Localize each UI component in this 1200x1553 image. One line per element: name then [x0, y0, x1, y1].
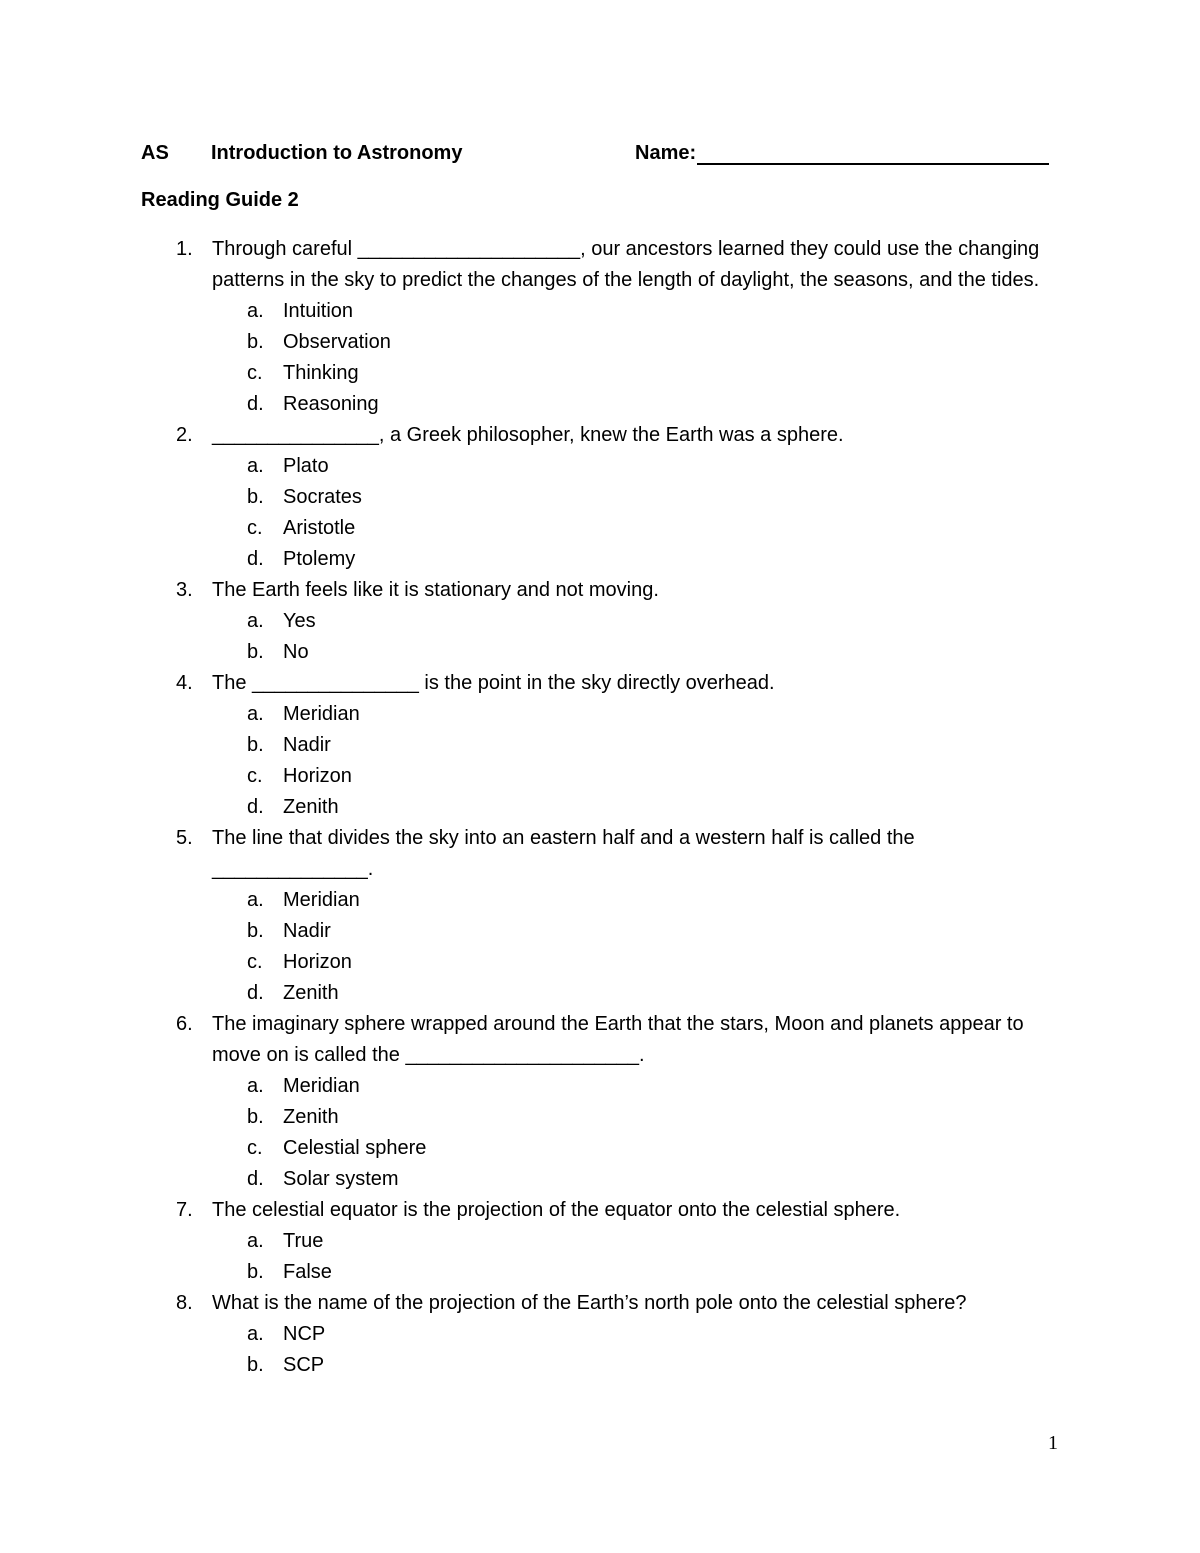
option-letter: b. [247, 1354, 264, 1376]
option-letter: a. [247, 1075, 264, 1097]
answer-options [141, 296, 1061, 420]
option-letter: d. [247, 548, 264, 570]
option-text: Meridian [283, 703, 360, 725]
question-number: 7. [176, 1199, 193, 1221]
option-text: Socrates [283, 486, 362, 508]
option-text: Meridian [283, 889, 360, 911]
answer-option[interactable] [141, 1071, 1061, 1102]
answer-options [141, 1226, 1061, 1288]
option-letter: a. [247, 610, 264, 632]
question-text: What is the name of the projection of the Earth’s north pole onto the celestial sphere? [212, 1292, 967, 1314]
option-letter: c. [247, 765, 263, 787]
question-item [141, 823, 1061, 885]
question-list [141, 234, 1061, 1381]
answer-option[interactable] [141, 1257, 1061, 1288]
question-text: The _______________ is the point in the sky directly overhead. [212, 672, 775, 694]
answer-option[interactable] [141, 699, 1061, 730]
name-field [635, 142, 1049, 165]
question-text: _______________, a Greek philosopher, knew the Earth was a sphere. [212, 424, 844, 446]
option-letter: b. [247, 1261, 264, 1283]
option-text: Aristotle [283, 517, 356, 539]
answer-option[interactable] [141, 885, 1061, 916]
answer-option[interactable] [141, 761, 1061, 792]
answer-options [141, 1319, 1061, 1381]
answer-option[interactable] [141, 451, 1061, 482]
answer-option[interactable] [141, 947, 1061, 978]
option-text: Plato [283, 455, 329, 477]
answer-option[interactable] [141, 916, 1061, 947]
question-text: The line that divides the sky into an eastern half and a western half is called the ______________. [212, 827, 915, 880]
option-letter: a. [247, 300, 264, 322]
option-text: Ptolemy [283, 548, 356, 570]
question-text: The celestial equator is the projection of the equator onto the celestial sphere. [212, 1199, 901, 1221]
question-number: 1. [176, 238, 193, 260]
option-text: Thinking [283, 362, 359, 384]
question-number: 3. [176, 579, 193, 601]
option-text: Meridian [283, 1075, 360, 1097]
answer-option[interactable] [141, 389, 1061, 420]
name-blank-line[interactable] [697, 143, 1049, 165]
option-text: Horizon [283, 951, 352, 973]
answer-option[interactable] [141, 1102, 1061, 1133]
question-number: 2. [176, 424, 193, 446]
option-letter: a. [247, 1323, 264, 1345]
option-letter: c. [247, 951, 263, 973]
answer-option[interactable] [141, 296, 1061, 327]
question-number: 4. [176, 672, 193, 694]
answer-option[interactable] [141, 1319, 1061, 1350]
answer-options [141, 1071, 1061, 1195]
option-letter: a. [247, 1230, 264, 1252]
option-text: No [283, 641, 309, 663]
question-number: 8. [176, 1292, 193, 1314]
course-code: AS [141, 142, 169, 164]
answer-options [141, 606, 1061, 668]
option-letter: c. [247, 362, 263, 384]
option-text: Reasoning [283, 393, 379, 415]
option-letter: b. [247, 1106, 264, 1128]
option-letter: a. [247, 889, 264, 911]
option-text: SCP [283, 1354, 325, 1376]
worksheet-header [141, 142, 1061, 174]
question-item [141, 420, 1061, 451]
option-letter: d. [247, 796, 264, 818]
question-item [141, 1009, 1061, 1071]
option-letter: b. [247, 331, 264, 353]
option-text: Yes [283, 610, 316, 632]
answer-option[interactable] [141, 1350, 1061, 1381]
question-item [141, 1288, 1061, 1319]
answer-option[interactable] [141, 1133, 1061, 1164]
option-letter: a. [247, 703, 264, 725]
option-letter: b. [247, 641, 264, 663]
question-item [141, 668, 1061, 699]
option-text: NCP [283, 1323, 326, 1345]
option-letter: a. [247, 455, 264, 477]
answer-option[interactable] [141, 730, 1061, 761]
option-text: Nadir [283, 920, 331, 942]
option-text: Nadir [283, 734, 331, 756]
option-letter: b. [247, 920, 264, 942]
option-text: Zenith [283, 796, 339, 818]
option-letter: b. [247, 486, 264, 508]
option-letter: d. [247, 982, 264, 1004]
answer-option[interactable] [141, 358, 1061, 389]
answer-option[interactable] [141, 327, 1061, 358]
option-text: True [283, 1230, 324, 1252]
answer-option[interactable] [141, 544, 1061, 575]
answer-options [141, 451, 1061, 575]
answer-option[interactable] [141, 978, 1061, 1009]
question-text: The imaginary sphere wrapped around the Earth that the stars, Moon and planets appear to move on is called the _____________________. [212, 1013, 1024, 1066]
course-title: Introduction to Astronomy [211, 142, 463, 164]
answer-option[interactable] [141, 482, 1061, 513]
question-number: 5. [176, 827, 193, 849]
question-number: 6. [176, 1013, 193, 1035]
question-item [141, 575, 1061, 606]
answer-option[interactable] [141, 1226, 1061, 1257]
answer-options [141, 699, 1061, 823]
option-letter: c. [247, 1137, 263, 1159]
reading-guide-title: Reading Guide 2 [141, 189, 299, 211]
answer-options [141, 885, 1061, 1009]
option-text: Horizon [283, 765, 352, 787]
option-text: Celestial sphere [283, 1137, 427, 1159]
option-text: Solar system [283, 1168, 399, 1190]
option-letter: b. [247, 734, 264, 756]
answer-option[interactable] [141, 513, 1061, 544]
answer-option[interactable] [141, 792, 1061, 823]
option-text: False [283, 1261, 332, 1283]
answer-option[interactable] [141, 606, 1061, 637]
answer-option[interactable] [141, 637, 1061, 668]
option-text: Observation [283, 331, 391, 353]
question-item [141, 234, 1061, 296]
page-number: 1 [1048, 1432, 1058, 1454]
option-letter: d. [247, 393, 264, 415]
option-text: Zenith [283, 982, 339, 1004]
option-text: Zenith [283, 1106, 339, 1128]
name-label: Name: [635, 142, 697, 164]
option-letter: d. [247, 1168, 264, 1190]
question-text: The Earth feels like it is stationary and not moving. [212, 579, 659, 601]
question-text: Through careful ____________________, our ancestors learned they could use the changing patterns in the sky to predict the changes of the length of daylight, the seasons, and the tides. [212, 238, 1040, 291]
answer-option[interactable] [141, 1164, 1061, 1195]
option-text: Intuition [283, 300, 354, 322]
question-item [141, 1195, 1061, 1226]
option-letter: c. [247, 517, 263, 539]
